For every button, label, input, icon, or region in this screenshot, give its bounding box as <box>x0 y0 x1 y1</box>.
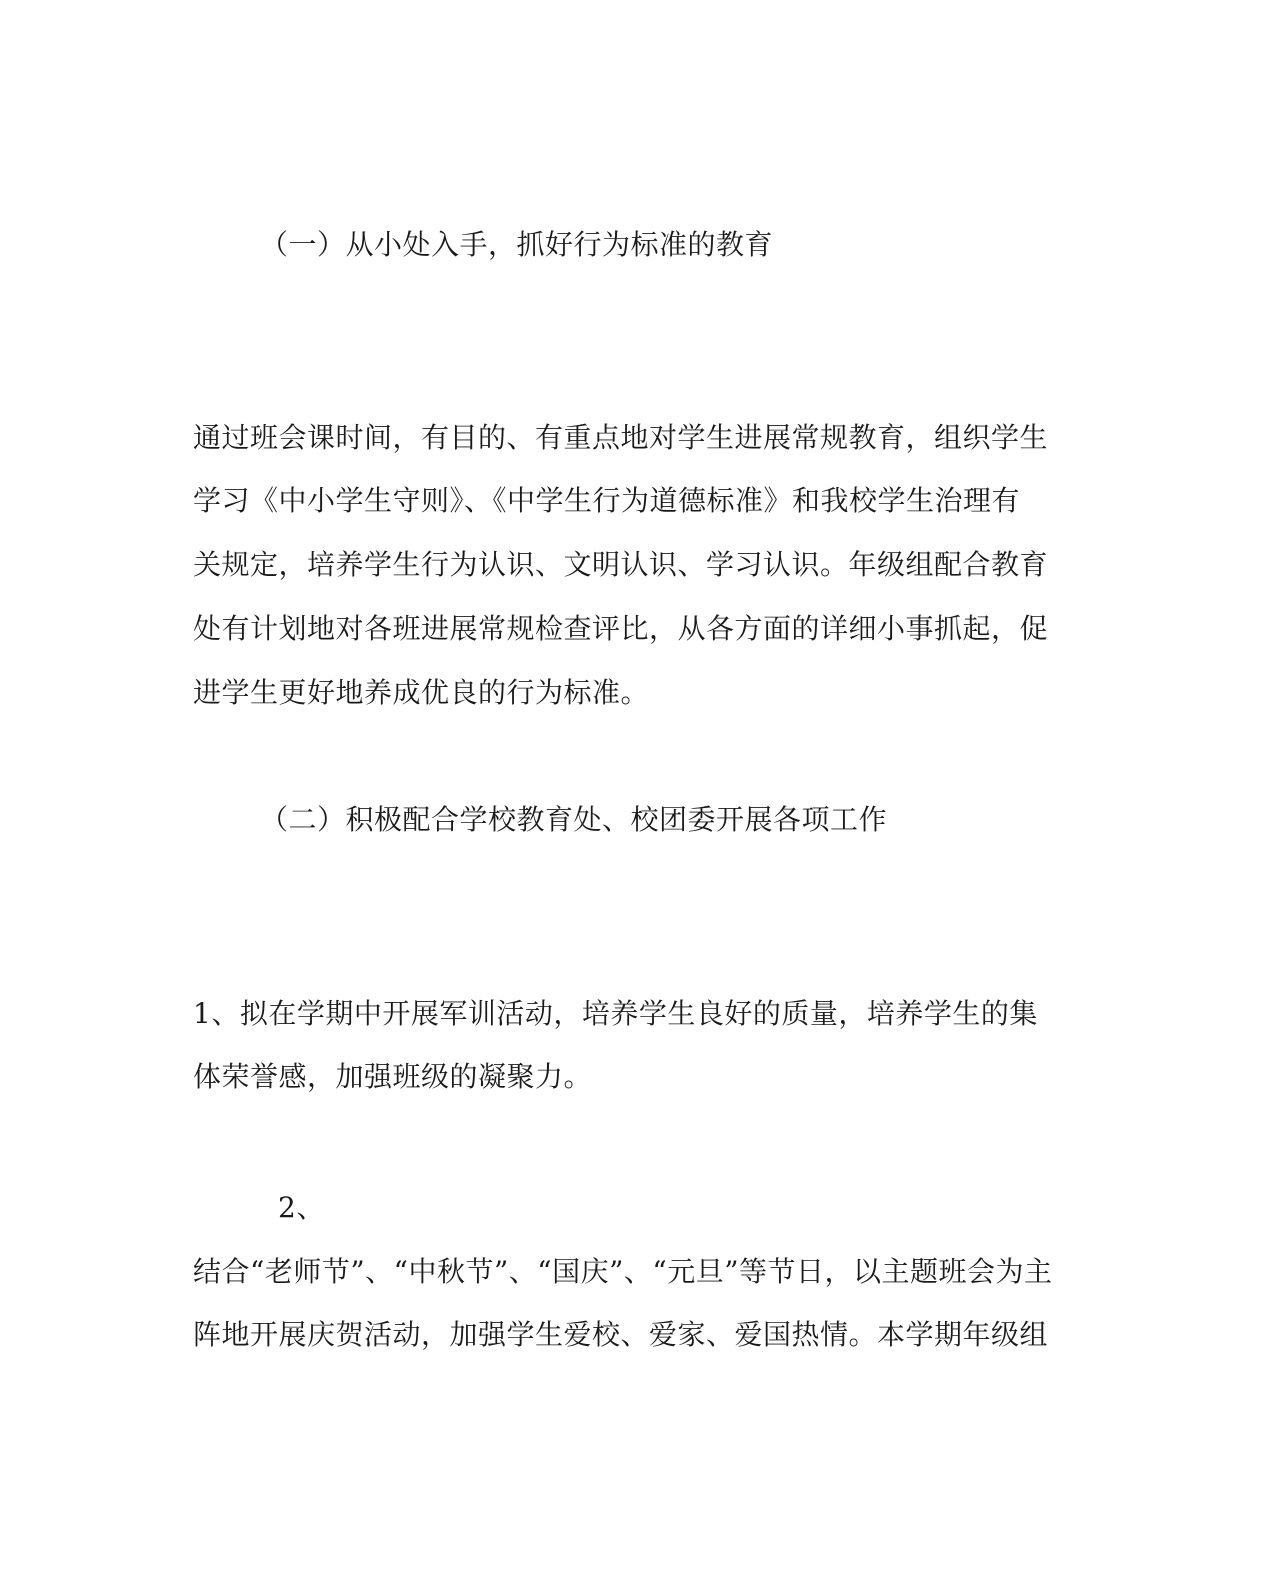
paragraph-line: 学习《中小学生守则》、《中学生行为道德标准》和我校学生治理有 <box>193 484 1021 517</box>
list-item-line: 结合“老师节”、“中秋节”、“国庆”、“元旦”等节日，以主题班会为主 <box>193 1255 1053 1288</box>
section-heading-2: （二）积极配合学校教育处、校团委开展各项工作 <box>260 803 888 836</box>
paragraph-line: 进学生更好地养成优良的行为标准。 <box>193 676 650 709</box>
list-item-number: 2、 <box>278 1191 325 1224</box>
paragraph-line: 处有计划地对各班进展常规检查评比，从各方面的详细小事抓起，促 <box>193 612 1049 645</box>
paragraph-line: 通过班会课时间，有目的、有重点地对学生进展常规教育，组织学生 <box>193 421 1049 454</box>
list-item-line: 阵地开展庆贺活动，加强学生爱校、爱家、爱国热情。本学期年级组 <box>193 1318 1049 1351</box>
paragraph-line: 关规定，培养学生行为认识、文明认识、学习认识。年级组配合教育 <box>193 548 1049 581</box>
list-item-line: 1、拟在学期中开展军训活动，培养学生良好的质量，培养学生的集 <box>193 997 1038 1030</box>
list-item-line: 体荣誉感，加强班级的凝聚力。 <box>193 1060 593 1093</box>
section-heading-1: （一）从小处入手，抓好行为标准的教育 <box>260 228 774 261</box>
